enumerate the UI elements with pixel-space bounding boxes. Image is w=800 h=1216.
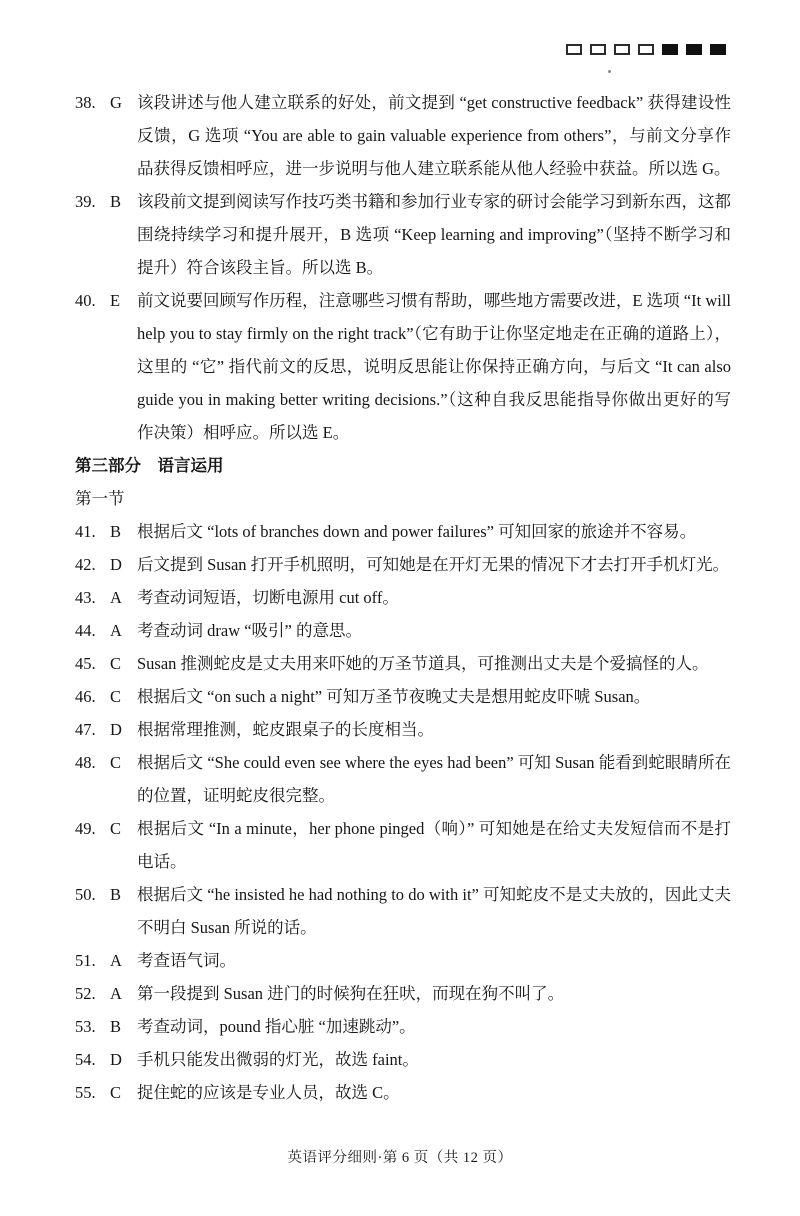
filled-square-mark	[686, 44, 702, 55]
filled-square-mark	[710, 44, 726, 55]
item-number: 49.	[75, 819, 96, 838]
empty-square-mark	[638, 44, 654, 55]
item-answer: C	[110, 654, 122, 673]
answer-item-41	[75, 515, 731, 548]
item-explanation: 根据后文 “In a minute，her phone pinged（响）” 可知她是在给丈夫发短信而不是打电话。	[137, 819, 731, 871]
section-header-part3: 第三部分 语言运用	[75, 456, 224, 475]
item-number: 53.	[75, 1017, 96, 1036]
item-explanation: 根据后文 “lots of branches down and power failures” 可知回家的旅途并不容易。	[137, 522, 697, 541]
answer-item-42	[75, 548, 731, 581]
empty-square-mark	[566, 44, 582, 55]
item-number: 55.	[75, 1083, 96, 1102]
item-answer: C	[110, 1083, 122, 1102]
answer-item-43	[75, 581, 731, 614]
item-answer: C	[110, 753, 122, 772]
answer-item-49	[75, 812, 731, 878]
answer-key-content	[75, 86, 731, 1109]
filled-square-mark	[662, 44, 678, 55]
item-explanation: 考查动词，pound 指心脏 “加速跳动”。	[137, 1017, 416, 1036]
item-explanation: 根据后文 “he insisted he had nothing to do with it” 可知蛇皮不是丈夫放的，因此丈夫不明白 Susan 所说的话。	[137, 885, 731, 937]
item-explanation: 考查动词 draw “吸引” 的意思。	[137, 621, 363, 640]
answer-item-38	[75, 86, 731, 185]
item-explanation: 捉住蛇的应该是专业人员，故选 C。	[137, 1083, 400, 1102]
item-answer: D	[110, 1050, 122, 1069]
answer-item-54	[75, 1043, 731, 1076]
item-number: 52.	[75, 984, 96, 1003]
item-explanation: 根据常理推测，蛇皮跟桌子的长度相当。	[137, 720, 434, 739]
item-explanation: 后文提到 Susan 打开手机照明，可知她是在开灯无果的情况下才去打开手机灯光。	[137, 555, 730, 574]
item-number: 41.	[75, 522, 96, 541]
item-number: 44.	[75, 621, 96, 640]
item-answer: A	[110, 951, 122, 970]
answer-item-51	[75, 944, 731, 977]
item-number: 47.	[75, 720, 96, 739]
item-answer: B	[110, 885, 122, 904]
item-explanation: 根据后文 “on such a night” 可知万圣节夜晚丈夫是想用蛇皮吓唬 Susan。	[137, 687, 651, 706]
item-number: 48.	[75, 753, 96, 772]
item-explanation: 考查动词短语，切断电源用 cut off。	[137, 588, 399, 607]
item-answer: B	[110, 192, 122, 211]
item-answer: C	[110, 687, 122, 706]
empty-square-mark	[614, 44, 630, 55]
answer-item-44	[75, 614, 731, 647]
item-answer: B	[110, 522, 122, 541]
item-number: 54.	[75, 1050, 96, 1069]
item-answer: B	[110, 1017, 122, 1036]
scan-speck	[608, 70, 611, 73]
item-number: 43.	[75, 588, 96, 607]
answer-item-52	[75, 977, 731, 1010]
answer-item-46	[75, 680, 731, 713]
answer-item-39	[75, 185, 731, 284]
item-number: 50.	[75, 885, 96, 904]
item-explanation: Susan 推测蛇皮是丈夫用来吓她的万圣节道具，可推测出丈夫是个爱搞怪的人。	[137, 654, 709, 673]
item-answer: A	[110, 588, 122, 607]
answer-item-53	[75, 1010, 731, 1043]
print-registration-marks	[566, 44, 726, 55]
item-answer: D	[110, 720, 122, 739]
answer-item-45	[75, 647, 731, 680]
item-number: 40.	[75, 291, 96, 310]
item-answer: D	[110, 555, 122, 574]
answer-item-47	[75, 713, 731, 746]
answer-item-48	[75, 746, 731, 812]
item-number: 51.	[75, 951, 96, 970]
item-answer: C	[110, 819, 122, 838]
item-answer: A	[110, 984, 122, 1003]
item-number: 42.	[75, 555, 96, 574]
item-explanation: 根据后文 “She could even see where the eyes had been” 可知 Susan 能看到蛇眼睛所在的位置，证明蛇皮很完整。	[137, 753, 731, 805]
item-number: 45.	[75, 654, 96, 673]
item-number: 38.	[75, 93, 96, 112]
page-footer: 英语评分细则·第 6 页（共 12 页）	[287, 1150, 513, 1166]
answer-item-50	[75, 878, 731, 944]
answer-item-40	[75, 284, 731, 449]
subsection-header: 第一节	[75, 489, 125, 508]
item-number: 46.	[75, 687, 96, 706]
item-explanation: 考查语气词。	[137, 951, 236, 970]
item-explanation: 手机只能发出微弱的灯光，故选 faint。	[137, 1050, 419, 1069]
item-explanation: 前文说要回顾写作历程，注意哪些习惯有帮助，哪些地方需要改进，E 选项 “It will help you to stay firmly on the right track”（它有助于让你坚定地走在正确的道路上），这里的 “它” 指代前文的反思，说明反思能让你保持正确方向，与后文 “It can also guide you in making better writing decisions.”（这种自我反思能指导你做出更好的写作决策）相呼应。所以选 E。	[137, 291, 731, 442]
item-answer: G	[110, 93, 122, 112]
item-answer: E	[110, 291, 121, 310]
item-number: 39.	[75, 192, 96, 211]
item-explanation: 第一段提到 Susan 进门的时候狗在狂吠，而现在狗不叫了。	[137, 984, 565, 1003]
empty-square-mark	[590, 44, 606, 55]
item-answer: A	[110, 621, 122, 640]
item-explanation: 该段前文提到阅读写作技巧类书籍和参加行业专家的研讨会能学习到新东西，这都围绕持续学习和提升展开，B 选项 “Keep learning and improving”（坚持不断学习和提升）符合该段主旨。所以选 B。	[137, 192, 731, 277]
answer-item-55	[75, 1076, 731, 1109]
item-explanation: 该段讲述与他人建立联系的好处，前文提到 “get constructive feedback” 获得建设性反馈，G 选项 “You are able to gain valuable experience from others”，与前文分享作品获得反馈相呼应，进一步说明与他人建立联系能从他人经验中获益。所以选 G。	[137, 93, 731, 178]
